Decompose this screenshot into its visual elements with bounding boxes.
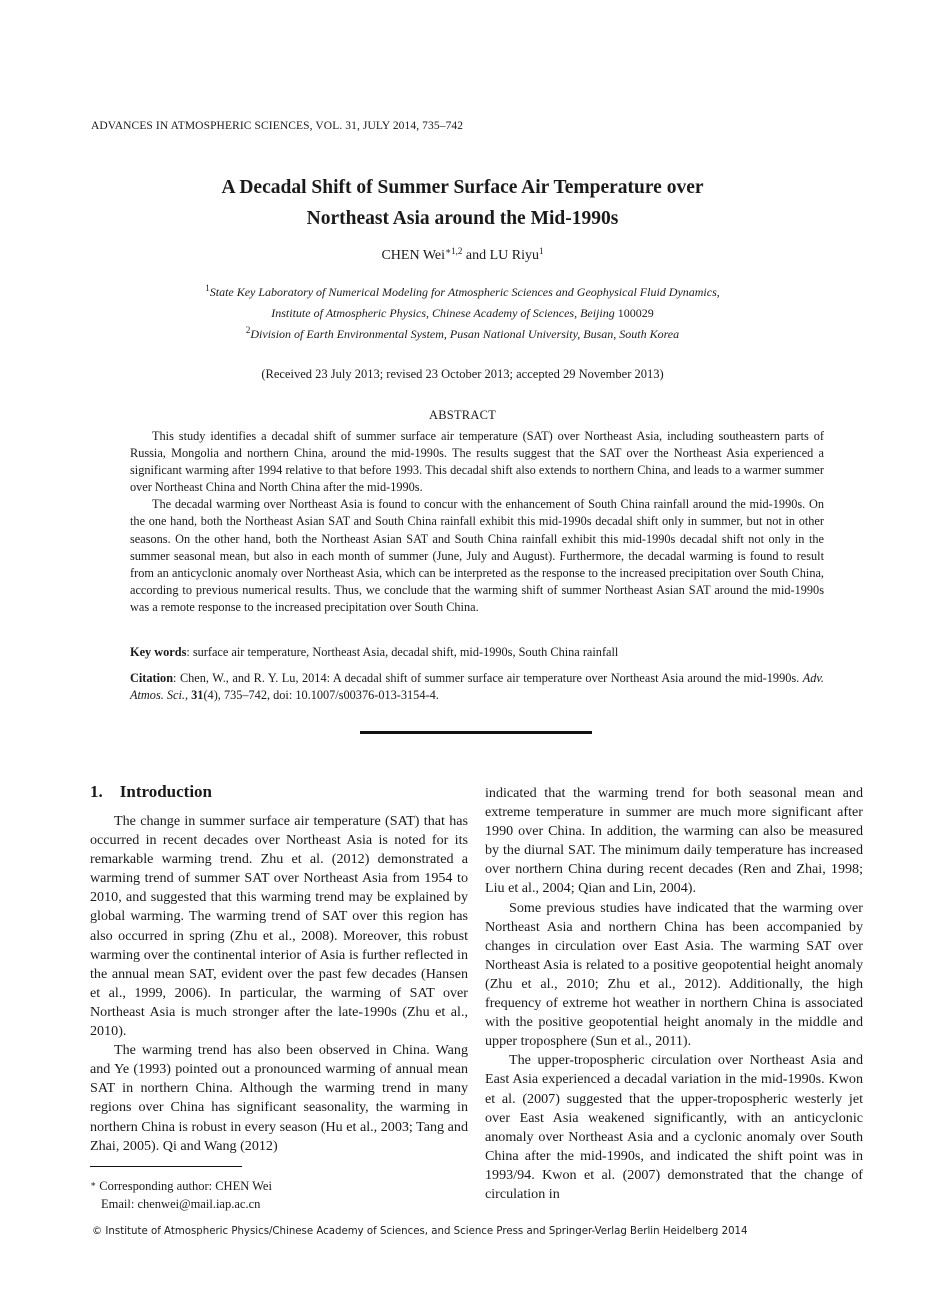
citation-volume: 31: [191, 688, 204, 703]
abstract-divider: [360, 731, 592, 734]
aff1-mark: 1: [205, 283, 210, 293]
author-chen-wei: CHEN Wei: [381, 248, 446, 263]
footnote: [90, 1177, 272, 1213]
author-email: Email: chenwei@mail.iap.ac.cn: [101, 1197, 261, 1211]
affiliation-1-line1: [0, 285, 925, 300]
citation-label: Citation: [130, 671, 174, 685]
corresponding-author: Corresponding author: CHEN Wei: [96, 1179, 272, 1193]
abstract-body: [130, 428, 824, 616]
author1-affiliation-mark: ∗1,2: [445, 246, 463, 256]
keywords-text: : surface air temperature, Northeast Asia, decadal shift, mid-1990s, South China rainfall: [186, 645, 619, 659]
left-column: [90, 812, 468, 1156]
aff2-text: Division of Earth Environmental System, Pusan National University, Busan, South Korea: [250, 327, 680, 341]
affiliation-1-line2: [0, 306, 925, 321]
author-lu-riyu: LU Riyu: [489, 248, 540, 263]
section-heading-introduction: 1. Introduction: [90, 782, 213, 801]
keywords-label: Key words: [130, 645, 187, 659]
citation-text-a: : Chen, W., and R. Y. Lu, 2014: A decadal shift of summer surface air temperature over Northeast Asia around the mid-1990s.: [173, 671, 803, 685]
affiliation-2: [0, 327, 925, 342]
citation-text-b: (4), 735–742, doi: 10.1007/s00376-013-3154-4.: [203, 688, 439, 703]
intro-paragraph-4: The upper-tropospheric circulation over Northeast Asia and East Asia experienced a decadal variation in the mid-1990s. Kwon et al. (2007) suggested that the upper-tropospheric westerly jet over East Asia weakened significantly, with an anticyclonic anomaly over Northeast Asia and a cyclonic anomaly over South China after the mid-1990s, and indicated the shift point was in 1993/94. Kwon et al. (2007) demonstrated that the change of circulation in: [485, 1052, 863, 1202]
abstract-paragraph-1: This study identifies a decadal shift of summer surface air temperature (SAT) over Northeast Asia, including southeastern parts of Russia, Mongolia and northern China, around the mid-1990s. The results suggest that the SAT over the Northeast Asia experienced a significant warming after 1994 relative to that before 1993. This decadal shift also extends to northern China, and leads to a warmer summer over Northeast China and North China after the mid-1990s.: [130, 429, 824, 495]
intro-paragraph-1: The change in summer surface air temperature (SAT) that has occurred in recent decades over Northeast Asia is noted for its remarkable warming trend. Zhu et al. (2012) demonstrated a warming trend of summer SAT over Northeast Asia from 1954 to 2010, and suggested that this warming trend may be explained by global warming. The warming trend of SAT over this region has also occurred in spring (Zhu et al., 2008). Moreover, this robust warming over the continental interior of Asia is further reflected in the annual mean SAT, evident over the past few decades (Hansen et al., 1999, 2006). In particular, the warming of SAT over Northeast Asia is much stronger after the late-1990s (Zhu et al., 2010).: [90, 813, 468, 1040]
paper-title-line1: A Decadal Shift of Summer Surface Air Temperature over: [221, 177, 704, 198]
copyright-notice: © Institute of Atmospheric Physics/Chinese Academy of Sciences, and Science Press and Springer-Verlag Berlin Heidelberg 2014: [92, 1226, 748, 1237]
footnote-line1: [90, 1177, 272, 1195]
author2-affiliation-mark: 1: [539, 246, 544, 256]
author-list: [0, 248, 925, 264]
intro-paragraph-2: The warming trend has also been observed in China. Wang and Ye (1993) pointed out a pronounced warming of annual mean SAT in northern China. Although the warming trend in many regions over China has significant seasonality, the warming in northern China is robust in every season (Hu et al., 2003; Tang and Zhai, 2005). Qi and Wang (2012): [90, 1042, 468, 1154]
aff1-postcode: 100029: [614, 306, 654, 320]
citation-sep: ,: [185, 688, 192, 703]
aff2-mark: 2: [245, 325, 251, 335]
intro-paragraph-3: Some previous studies have indicated that the warming over Northeast Asia and northern China has been accompanied by changes in circulation over East Asia. The warming SAT over Northeast Asia is related to a positive geopotential height anomaly (Zhu et al., 2010; Zhu et al., 2012). Additionally, the high frequency of extreme hot weather in northern China is associated with the positive geopotential height anomaly in the middle and upper troposphere (Sun et al., 2011).: [485, 899, 863, 1050]
paper-title-line2: Northeast Asia around the Mid-1990s: [306, 208, 619, 229]
citation-journal: Adv. Atmos. Sci.: [130, 671, 824, 703]
citation: [130, 670, 824, 704]
right-column: [485, 784, 863, 1204]
footnote-mark: ∗: [90, 1179, 97, 1189]
keywords: [130, 645, 824, 660]
abstract-heading: ABSTRACT: [429, 408, 496, 422]
author-separator: and: [462, 248, 490, 263]
received-dates: (Received 23 July 2013; revised 23 October 2013; accepted 29 November 2013): [261, 367, 664, 381]
intro-paragraph-2-cont: indicated that the warming trend for both seasonal mean and extreme temperature in summer are much more significant after 1990 over China. In addition, the warming can also be measured by the diurnal SAT. The minimum daily temperature has increased over northern China during recent decades (Ren and Zhai, 1998; Liu et al., 2004; Qian and Lin, 2004).: [485, 785, 863, 897]
abstract-paragraph-2: The decadal warming over Northeast Asia is found to concur with the enhancement of South China rainfall around the mid-1990s. On the one hand, both the Northeast Asian SAT and South China rainfall exhibit this mid-1990s decadal shift only in summer, but not in other seasons. On the other hand, both the Northeast Asian SAT and South China rainfall exhibit this mid-1990s decadal shift not only in the summer seasonal mean, but also in each month of summer (June, July and August). Furthermore, the decadal warming is found to result from an anticyclonic anomaly over Northeast Asia, which can be interpreted as the response to the increased precipitation over South China, according to previous numerical results. Thus, we conclude that the warming shift of summer Northeast Asian SAT around the mid-1990s was a remote response to the increased precipitation over South China.: [130, 497, 824, 614]
aff1-institute: Institute of Atmospheric Physics, Chinese Academy of Sciences, Beijing: [271, 306, 615, 320]
journal-header: ADVANCES IN ATMOSPHERIC SCIENCES, VOL. 31, JULY 2014, 735–742: [91, 120, 464, 132]
footnote-divider: [90, 1166, 242, 1167]
aff1-text: State Key Laboratory of Numerical Modeling for Atmospheric Sciences and Geophysical Fluid Dynamics,: [209, 285, 720, 299]
